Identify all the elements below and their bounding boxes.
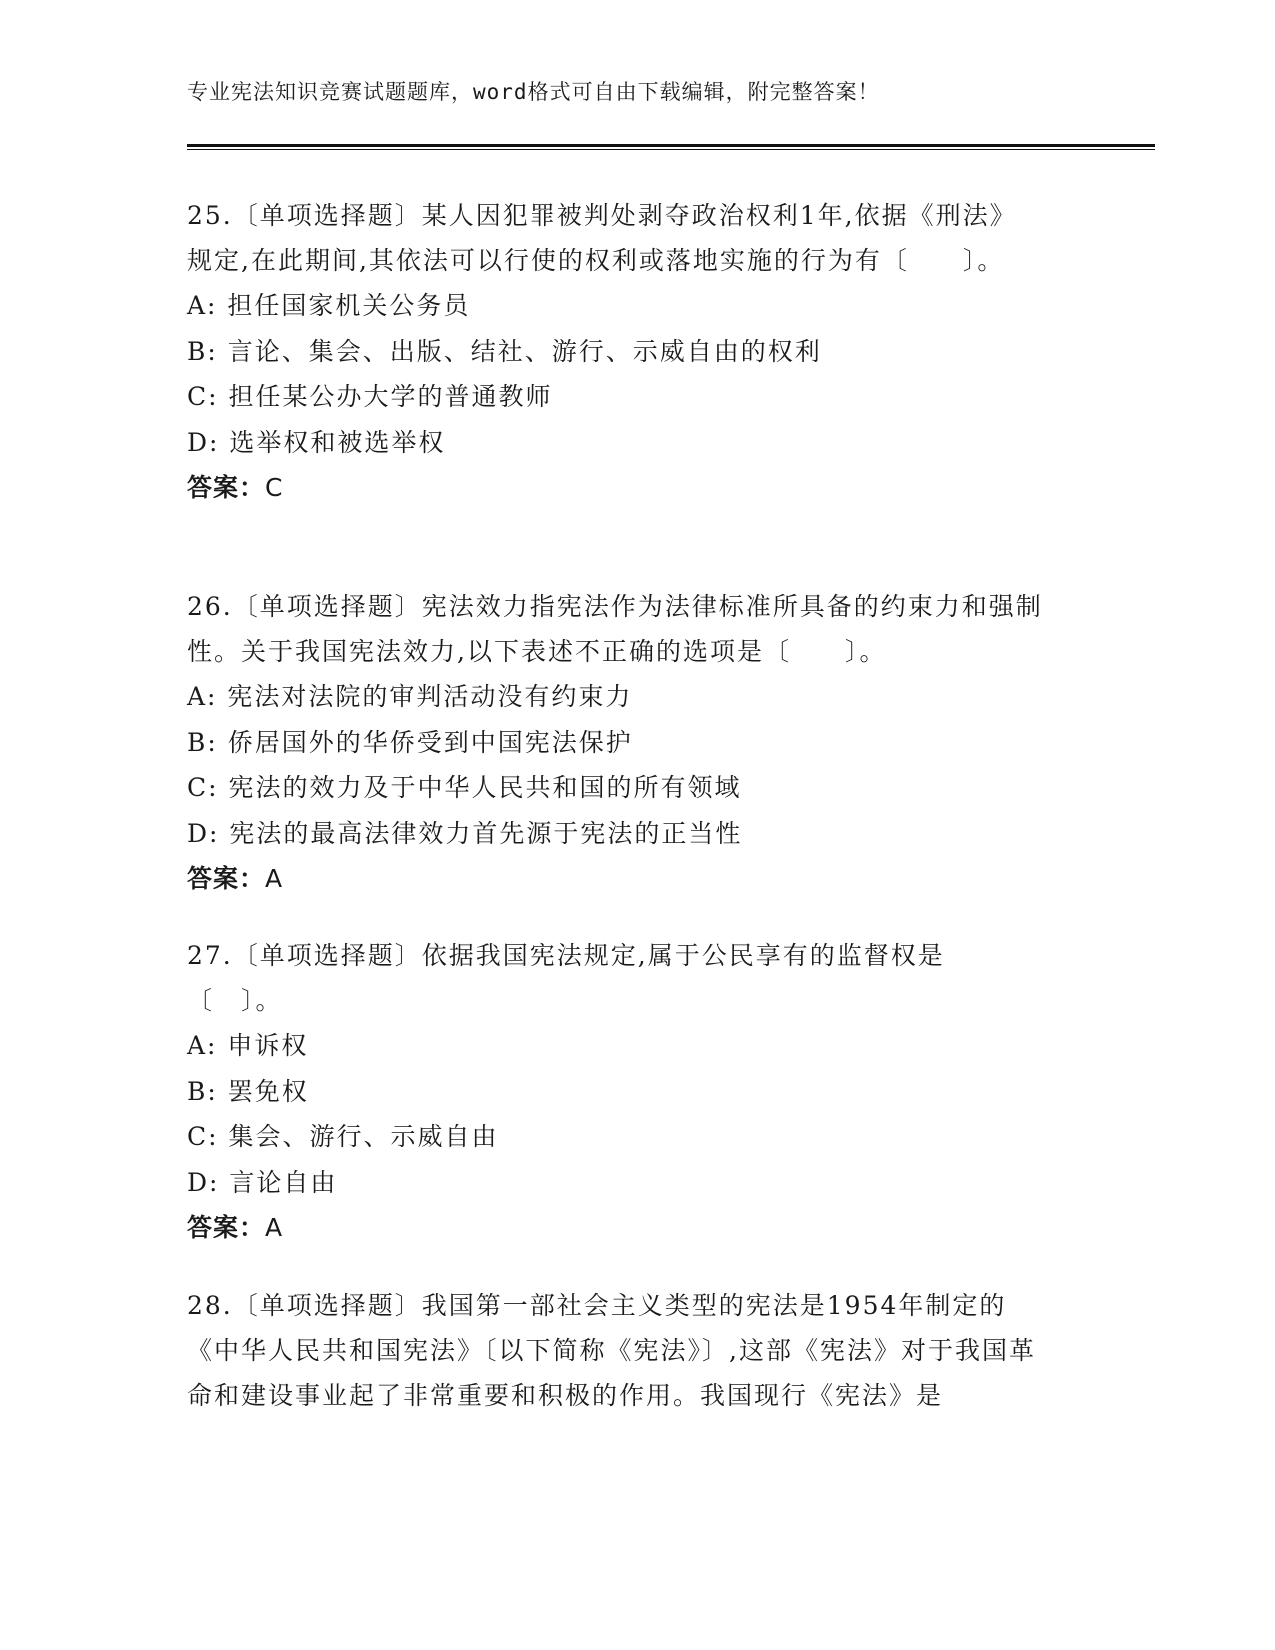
page-header: 专业宪法知识竞赛试题题库，word格式可自由下载编辑，附完整答案！ [187,80,880,104]
answer-value: A [265,1213,284,1242]
header-rule-thin [187,149,1155,150]
option-c: C: 集会、游行、示威自由 [187,1122,499,1151]
question-text: 27.〔单项选择题〕依据我国宪法规定,属于公民享有的监督权是〔 〕。 [187,941,945,1015]
option-c: C: 宪法的效力及于中华人民共和国的所有领域 [187,773,742,802]
answer-value: C [265,473,284,502]
answer-label: 答案： [187,473,266,502]
answer-label: 答案： [187,1213,266,1242]
answer [187,856,1047,902]
question-text: 26.〔单项选择题〕宪法效力指宪法作为法律标准所具备的约束力和强制性。关于我国宪法效力,以下表述不正确的选项是〔 〕。 [187,592,1043,666]
option-b: B: 罢免权 [187,1076,309,1106]
option-d: D: 言论自由 [187,1167,338,1197]
question-25 [187,193,1027,511]
answer [187,1205,1007,1251]
question-text: 28.〔单项选择题〕我国第一部社会主义类型的宪法是1954年制定的《中华人民共和国宪法》〔以下简称《宪法》〕,这部《宪法》对于我国革命和建设事业起了非常重要和积极的作用。我国现行《宪法》是 [187,1291,1036,1410]
option-d: D: 选举权和被选举权 [187,427,446,457]
question-26 [187,584,1047,902]
answer-label: 答案： [187,864,266,893]
question-28 [187,1283,1047,1418]
header-rule-thick [187,144,1155,147]
option-c: C: 担任某公办大学的普通教师 [187,382,553,411]
answer-value: A [265,864,284,893]
option-a: A: 宪法对法院的审判活动没有约束力 [187,682,633,711]
option-a: A: 担任国家机关公务员 [187,291,471,320]
question-27 [187,933,1007,1251]
option-b: B: 言论、集会、出版、结社、游行、示威自由的权利 [187,336,822,366]
answer [187,465,1027,511]
option-b: B: 侨居国外的华侨受到中国宪法保护 [187,727,633,757]
option-d: D: 宪法的最高法律效力首先源于宪法的正当性 [187,818,743,848]
option-a: A: 申诉权 [187,1031,309,1060]
question-text: 25.〔单项选择题〕某人因犯罪被判处剥夺政治权利1年,依据《刑法》规定,在此期间,其依法可以行使的权利或落地实施的行为有〔 〕。 [187,201,1017,275]
